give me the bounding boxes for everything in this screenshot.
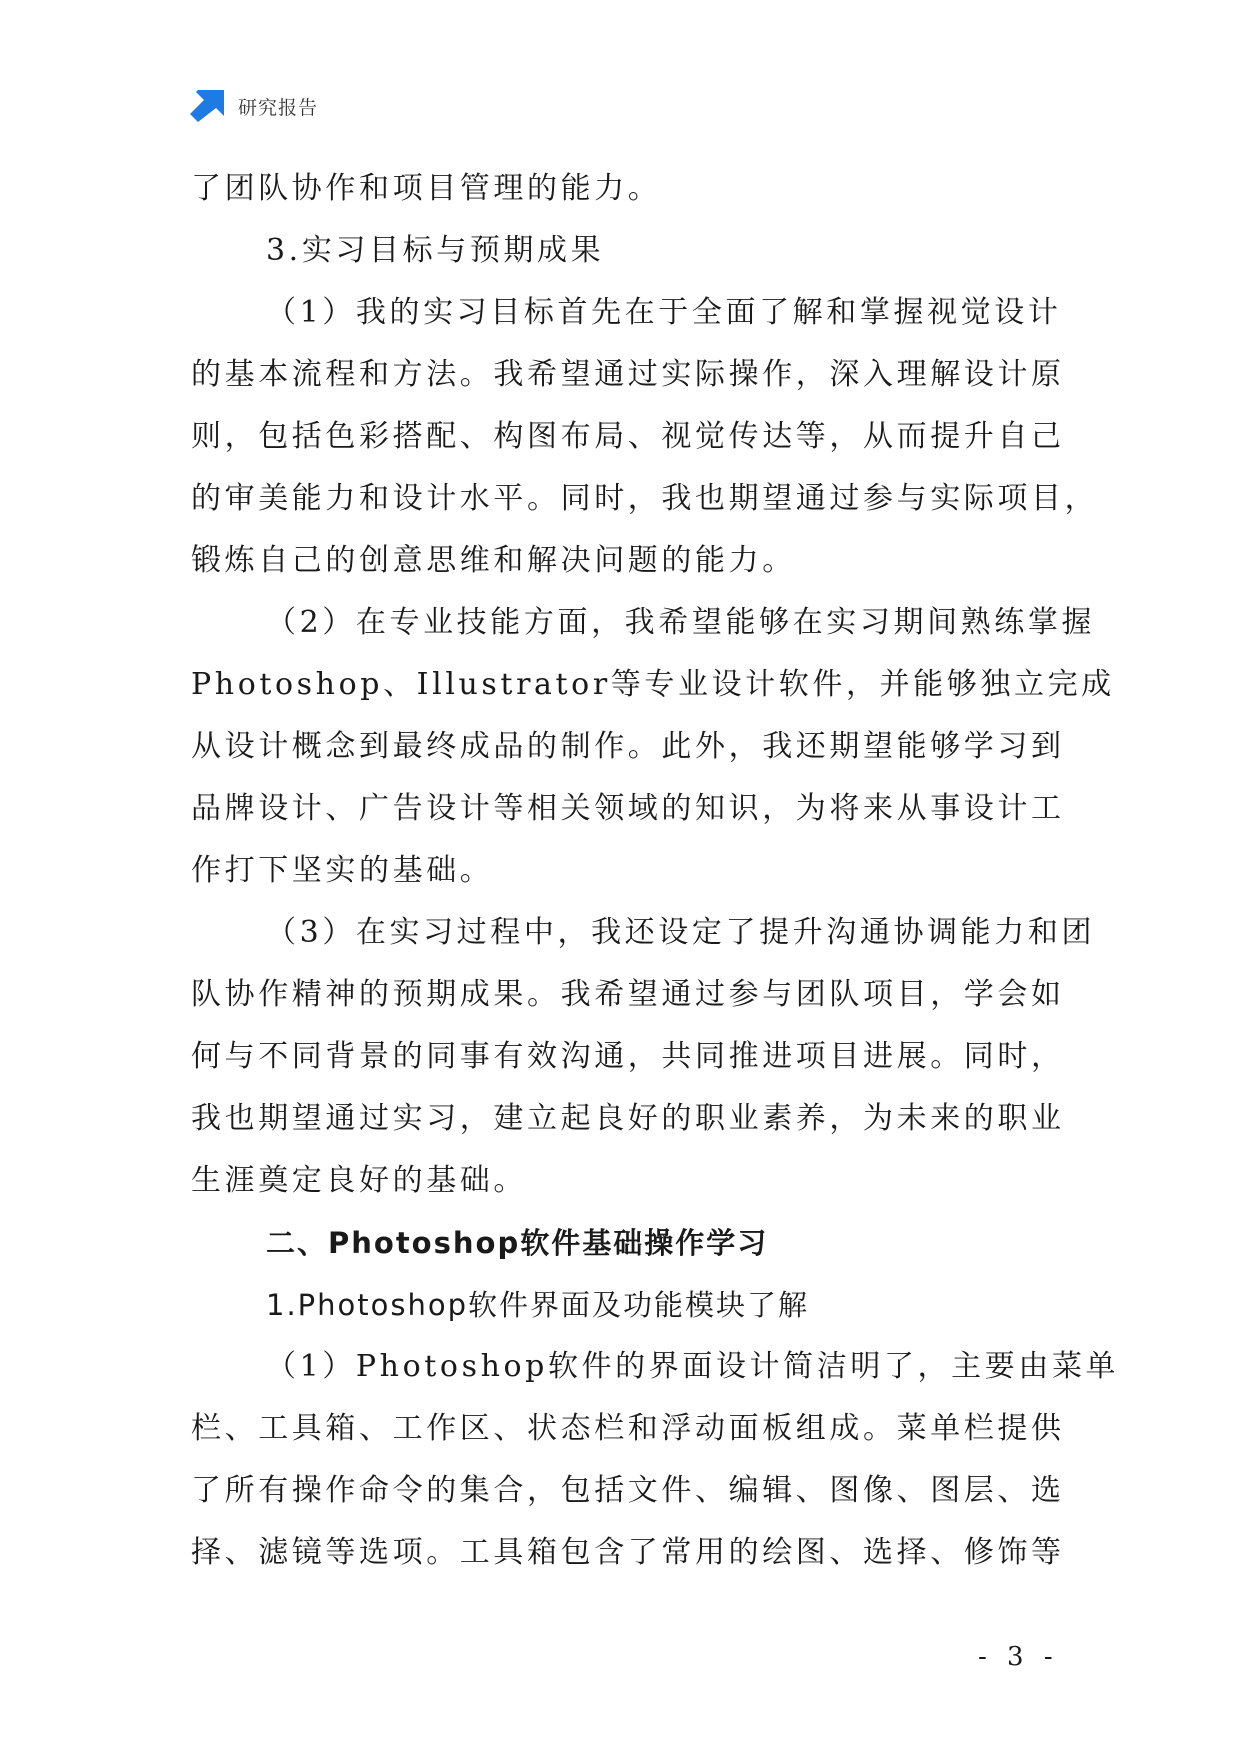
document-header: [190, 88, 318, 124]
paragraph-line: 队协作精神的预期成果。我希望通过参与团队项目，学会如: [191, 977, 1065, 1012]
paragraph-line: 锻炼自己的创意思维和解决问题的能力。: [191, 543, 796, 578]
paragraph-line: 择、滤镜等选项。工具箱包含了常用的绘图、选择、修饰等: [191, 1535, 1065, 1570]
page-number: - 3 -: [978, 1642, 1059, 1672]
header-title: 研究报告: [238, 96, 319, 119]
paragraph-line: Photoshop、Illustrator等专业设计软件，并能够独立完成: [191, 667, 1115, 702]
paragraph-line: 了所有操作命令的集合，包括文件、编辑、图像、图层、选: [191, 1473, 1065, 1508]
paragraph-line: 则，包括色彩搭配、构图布局、视觉传达等，从而提升自己: [191, 419, 1065, 454]
paragraph-line: 从设计概念到最终成品的制作。此外，我还期望能够学习到: [191, 729, 1065, 764]
paragraph-line: 作打下坚实的基础。: [191, 853, 494, 888]
paragraph-line: （3）在实习过程中，我还设定了提升沟通协调能力和团: [266, 915, 1096, 950]
paragraph-line: （1）我的实习目标首先在于全面了解和掌握视觉设计: [266, 295, 1062, 330]
paragraph-line: （1）Photoshop软件的界面设计简洁明了，主要由菜单: [266, 1349, 1120, 1384]
body-text: [191, 158, 1120, 1584]
chapter-heading: 二、Photoshop软件基础操作学习: [266, 1226, 769, 1260]
paragraph-line: 品牌设计、广告设计等相关领域的知识，为将来从事设计工: [191, 791, 1065, 826]
paragraph-line: 何与不同背景的同事有效沟通，共同推进项目进展。同时，: [191, 1039, 1065, 1074]
section-heading: 1.Photoshop软件界面及功能模块了解: [266, 1288, 810, 1322]
section-heading: 3.实习目标与预期成果: [266, 233, 605, 268]
paragraph-line: 我也期望通过实习，建立起良好的职业素养，为未来的职业: [191, 1101, 1065, 1136]
paragraph-line: 的审美能力和设计水平。同时，我也期望通过参与实际项目，: [191, 481, 1099, 516]
paragraph-line: 的基本流程和方法。我希望通过实际操作，深入理解设计原: [191, 357, 1065, 392]
paragraph-line: 生涯奠定良好的基础。: [191, 1163, 527, 1198]
paragraph-line: 了团队协作和项目管理的能力。: [191, 171, 662, 206]
arrow-up-right-icon: [190, 90, 224, 122]
paragraph-line: （2）在专业技能方面，我希望能够在实习期间熟练掌握: [266, 605, 1096, 640]
paragraph-line: 栏、工具箱、工作区、状态栏和浮动面板组成。菜单栏提供: [191, 1411, 1065, 1446]
